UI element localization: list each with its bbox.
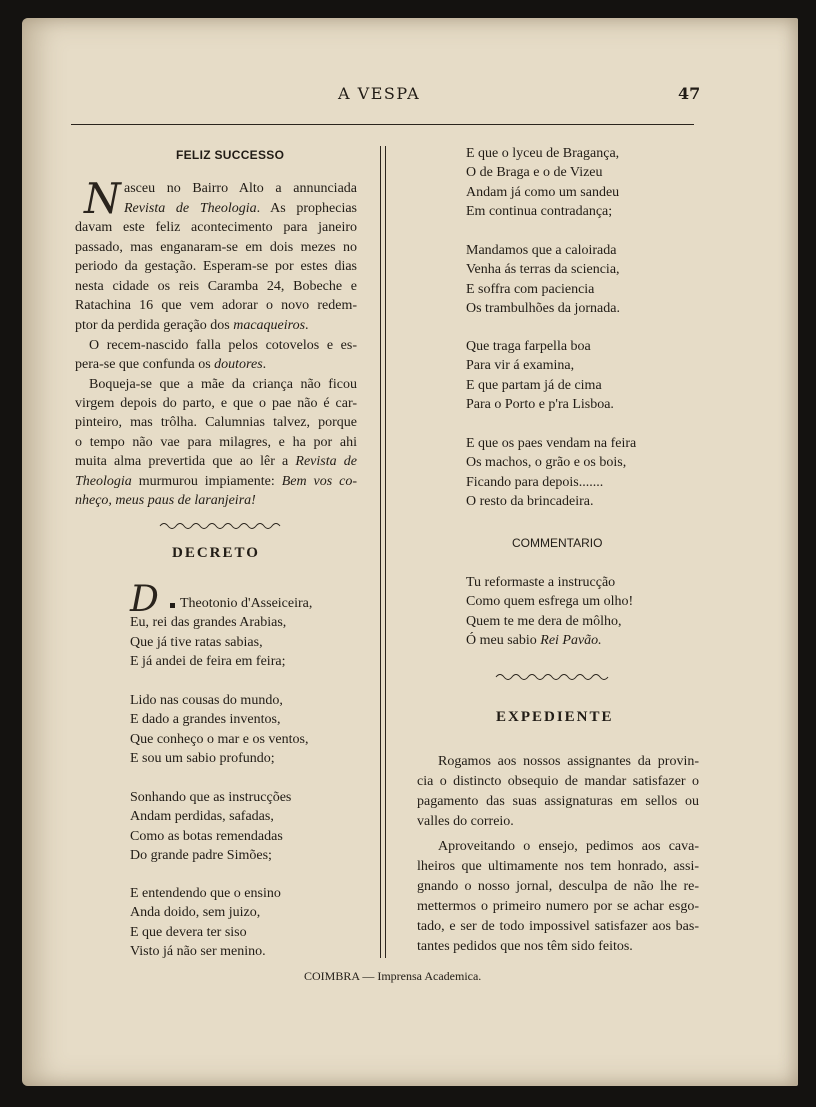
column-rule-left [380, 146, 381, 958]
poem-line: Theotonio d'Asseiceira, [180, 596, 313, 611]
poem-line: Anda doido, sem juizo, [130, 905, 261, 921]
poem-line: Para vir á examina, [466, 358, 575, 374]
article-line: passado, mas enganaram-se em dois mezes no [75, 240, 357, 255]
commentario-line: Ó meu sabio Rei Pavão. [466, 632, 602, 648]
poem-line: E que o lyceu de Bragança, [466, 146, 620, 161]
decreto-title: DECRETO [172, 545, 260, 561]
article-line: asceu no Bairro Alto a annunciada [124, 181, 357, 196]
running-title: A VESPA [338, 84, 421, 103]
imprint-footer: COIMBRA — Imprensa Academica. [304, 969, 482, 983]
poem-line: E soffra com paciencia [466, 281, 595, 297]
article-line: Ratachina 16 que vem adorar o novo redem- [75, 298, 357, 313]
poem-line: Os trambulhões da jornada. [466, 300, 620, 316]
ornament-divider-right [494, 671, 618, 683]
article-line: Boqueja-se que a mãe da criança não ficou [89, 377, 357, 392]
expediente-line: valles do correio. [417, 814, 514, 829]
poem-line: E dado a grandes inventos, [130, 712, 281, 728]
article-line: nesta cidade os reis Caramba 24, Bobeche e [75, 279, 357, 294]
poem-line: Andam já como um sandeu [466, 184, 620, 200]
poem-line: Mandamos que a caloirada [466, 243, 617, 258]
page-number: 47 [678, 84, 701, 103]
article-line: o tempo não vae para milagres, e ha por ahi [75, 435, 357, 450]
poem-line: Que conheço o mar e os ventos, [130, 731, 309, 747]
poem-line: Como as botas remendadas [130, 828, 283, 844]
poem-line: O resto da brincadeira. [466, 493, 594, 509]
expediente-line: tantes pedidos que nos têm sido feitos. [417, 939, 633, 954]
article-line: nheço, meus paus de laranjeira! [75, 493, 256, 508]
poem-line: Que traga farpella boa [466, 339, 591, 354]
expediente-line: Rogamos aos nossos assignantes da provin- [438, 754, 699, 769]
article-line: Revista de Theologia. As prophecias [124, 201, 357, 216]
drop-cap-n: N [84, 174, 121, 223]
commentario-line: Tu reformaste a instrucção [466, 575, 616, 590]
ornament-divider-left [158, 520, 286, 532]
column-rule-right [385, 146, 386, 958]
poem-line: E que devera ter siso [130, 924, 247, 940]
commentario-title: COMMENTARIO [512, 536, 603, 550]
poem-line: Que já tive ratas sabias, [130, 634, 263, 650]
article-line: pinteiro, mas trôlha. Calumnias talvez, porque [75, 415, 357, 430]
expediente-line: tado, e ser de todo impossivel satisfazer aos bas- [417, 919, 699, 934]
poem-line: Do grande padre Simões; [130, 847, 272, 863]
poem-line: Andam perdidas, safadas, [130, 809, 274, 825]
article-line: ptor da perdida geração dos macaqueiros. [75, 318, 309, 333]
period-mark [170, 603, 175, 608]
expediente-title: EXPEDIENTE [496, 709, 614, 725]
poem-line: Ficando para depois....... [466, 474, 604, 490]
article-line: muita alma prevertida que ao lêr a Revista de [75, 454, 357, 469]
poem-line: Os machos, o grão e os bois, [466, 455, 627, 471]
poem-line: Sonhando que as instrucções [130, 790, 292, 805]
poem-line: E sou um sabio profundo; [130, 750, 275, 766]
expediente-line: mettermos o primeiro numero por se achar esgo- [417, 899, 699, 914]
expediente-line: lheiros que ultimamente nos tem honrado, assi- [417, 859, 699, 874]
article-line: virgem depois do parto, e que o pae não é car- [75, 396, 357, 411]
header-rule [71, 124, 694, 125]
poem-line: Venha ás terras da sciencia, [466, 262, 620, 278]
article-line: O recem-nascido falla pelos cotovelos e es- [89, 338, 357, 353]
poem-line: Visto já não ser menino. [130, 943, 266, 959]
poem-line: Eu, rei das grandes Arabias, [130, 615, 287, 631]
commentario-line: Como quem esfrega um olho! [466, 594, 634, 610]
poem-line: Em continua contradança; [466, 203, 613, 219]
expediente-line: pagamento das suas assignaturas em sellos ou [417, 794, 699, 809]
poem-line: E já andei de feira em feira; [130, 653, 286, 669]
expediente-line: Aproveitando o ensejo, pedimos aos cava- [438, 839, 699, 854]
poem-line: E que os paes vendam na feira [466, 436, 637, 451]
poem-line: Para o Porto e p'ra Lisboa. [466, 396, 614, 412]
poem-line: E entendendo que o ensino [130, 886, 281, 901]
article-line: davam este feliz acontecimento para janeiro [75, 220, 357, 235]
article-line: periodo da gestação. Esperam-se por estes dias [75, 259, 357, 274]
commentario-line: Quem te me dera de môlho, [466, 613, 622, 629]
expediente-line: gnando o nosso jornal, desculpa de não lhe re- [417, 879, 699, 894]
article-line: Theologia murmurou impiamente: Bem vos co- [75, 474, 357, 489]
poem-line: Lido nas cousas do mundo, [130, 693, 283, 708]
poem-line: O de Braga e o de Vizeu [466, 165, 603, 181]
expediente-line: cia o distincto obsequio de mandar satisfazer o [417, 774, 699, 789]
poem-line: E que partam já de cima [466, 377, 602, 393]
article-title: FELIZ SUCCESSO [176, 148, 285, 162]
article-line: pera-se que confunda os doutores. [75, 357, 267, 372]
drop-cap-d: D [130, 579, 159, 620]
